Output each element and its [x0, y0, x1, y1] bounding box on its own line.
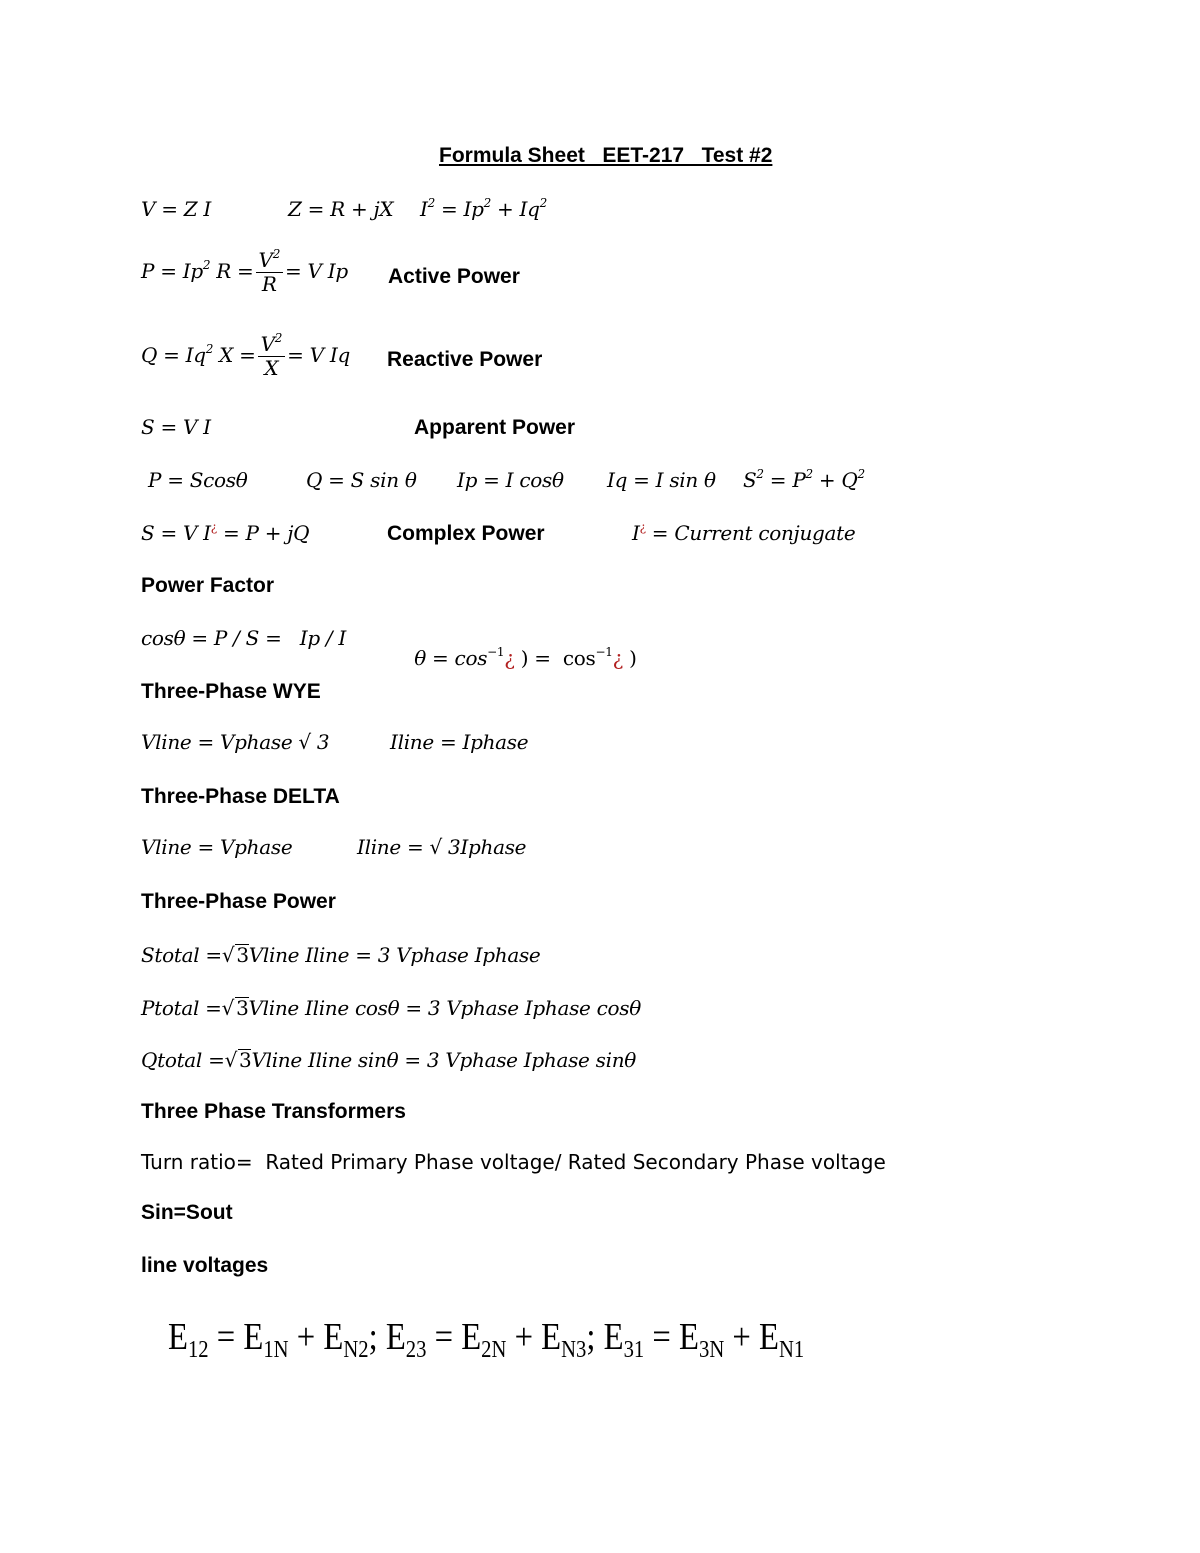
delta-heading: Three-Phase DELTA [141, 785, 340, 808]
power-triangle-formula: $S^2 = P^2 + Q^2$ [743, 467, 865, 492]
impedance-formula: Z = R + jX [288, 197, 394, 221]
ohm-law-formula: V = Z I [141, 197, 211, 221]
complex-power-formula: S = V I¿ = P + jQ [141, 520, 310, 545]
apparent-power-formula: S = V I [141, 415, 211, 439]
active-power-label: Active Power [388, 265, 520, 288]
iq-formula: Iq = I sin θ [607, 468, 716, 492]
reactive-power-label: Reactive Power [387, 348, 543, 371]
ptotal-formula: Ptotal =√ 3Vline Iline cosθ = 3 Vphase Iphase cosθ [141, 996, 641, 1020]
wye-voltage-formula: Vline = Vphase √ 3 [141, 730, 330, 754]
reactive-power-trig-formula: Q = S sin θ [306, 468, 417, 492]
complex-power-label: Complex Power [387, 522, 545, 545]
line-voltage-equation: $E_{12} = E_{1N} + E_{N2}$; $E_{23} = E_{2N} + E_{N3}$; $E_{31} = E_{3N} + E_{N1}$ [168, 1316, 805, 1363]
turn-ratio-text: Turn ratio= Rated Primary Phase voltage/ Rated Secondary Phase voltage [141, 1150, 886, 1174]
phase-angle-formula: $\theta = \cos^{-1}¿$ ) = $\cos^{-1}¿$ ) [414, 645, 637, 670]
active-power-trig-formula: P = Scosθ [148, 468, 248, 492]
reactive-power-formula: $Q = Iq^2$ X = $\frac{V^2}{X}$ = V Iq [141, 331, 350, 380]
transformers-heading: Three Phase Transformers [141, 1100, 406, 1123]
ip-formula: Ip = I cosθ [457, 468, 564, 492]
delta-current-formula: Iline = √ 3Iphase [357, 835, 527, 859]
delta-voltage-formula: Vline = Vphase [141, 835, 293, 859]
qtotal-formula: Qtotal =√ 3Vline Iline sinθ = 3 Vphase Iphase sinθ [141, 1048, 637, 1072]
stotal-formula: Stotal =√ 3Vline Iline = 3 Vphase Iphase [141, 943, 541, 967]
active-power-formula: $P = Ip^2$ R = $\frac{V^2}{R}$ = V Ip [141, 247, 348, 296]
page-title: Formula Sheet EET-217 Test #2 [439, 144, 773, 167]
current-components-formula: $I^2 = Ip^2 + Iq^2$ [420, 196, 548, 221]
wye-current-formula: Iline = Iphase [390, 730, 529, 754]
three-phase-power-heading: Three-Phase Power [141, 890, 336, 913]
apparent-power-label: Apparent Power [414, 416, 576, 439]
power-balance-heading: Sin=Sout [141, 1201, 233, 1224]
power-factor-formula: cosθ = P / S = Ip / I [141, 626, 346, 650]
current-conjugate-note: I¿ = Current conjugate [632, 520, 856, 545]
wye-heading: Three-Phase WYE [141, 680, 321, 703]
line-voltages-heading: line voltages [141, 1254, 269, 1277]
power-factor-heading: Power Factor [141, 574, 275, 597]
